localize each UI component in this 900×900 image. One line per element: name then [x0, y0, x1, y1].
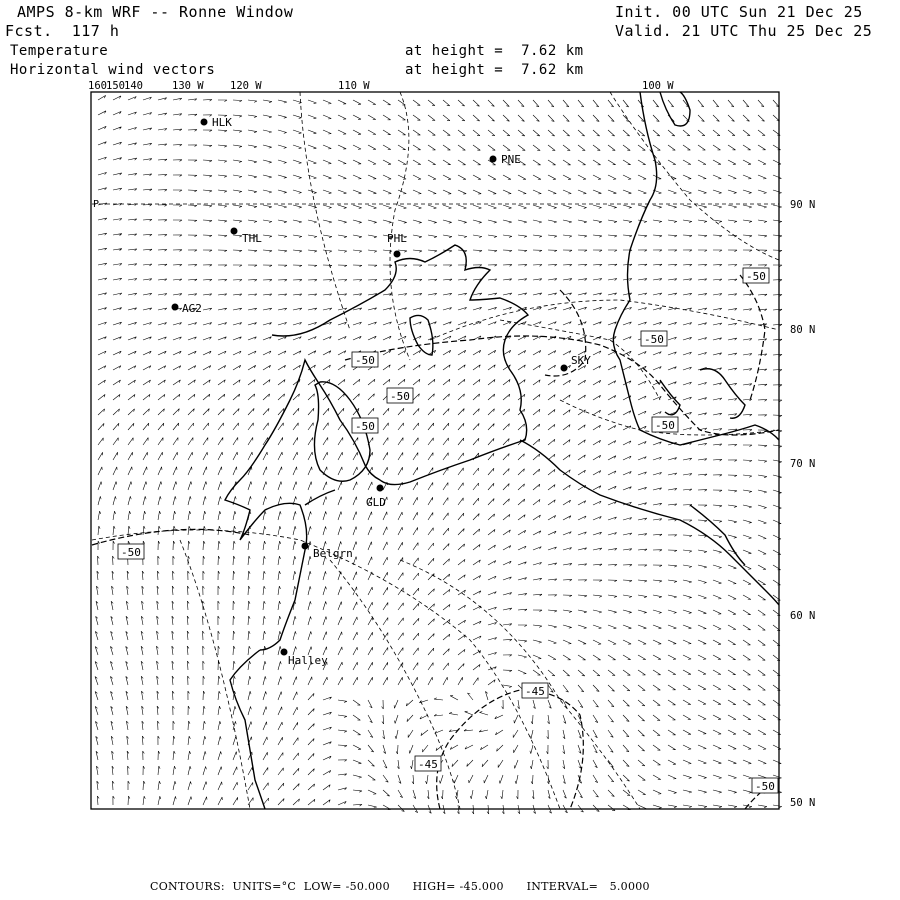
station-label: Belgrn	[313, 547, 353, 560]
contour-minus50-east	[740, 275, 765, 400]
contour-minus50-west	[92, 529, 250, 545]
station-label: GLD	[366, 496, 386, 509]
contour-label	[118, 544, 144, 559]
lon-label-100w: 100 W	[642, 80, 674, 92]
contour-minus50-central	[345, 336, 779, 435]
lon-label-110w: 110 W	[338, 80, 370, 92]
coastlines	[225, 92, 779, 809]
meridian-west	[180, 540, 250, 809]
coastline-main	[225, 245, 528, 650]
station-halley	[281, 649, 329, 668]
svg-text:-50: -50	[355, 420, 375, 433]
station-ag2	[172, 302, 202, 315]
contour-label	[387, 388, 413, 403]
henry-ice-rise	[410, 315, 433, 355]
island-east-1	[700, 369, 745, 418]
contour-label	[522, 683, 548, 698]
parallel-80n	[430, 300, 779, 340]
height-label-wind: at height = 7.62 km	[405, 62, 584, 78]
lon-label-130w: 130 W	[172, 80, 204, 92]
contour-label	[743, 268, 769, 283]
map-frame	[91, 92, 779, 809]
station-label: THL	[242, 232, 262, 245]
latitude-labels	[790, 199, 815, 809]
lat-label-50n: 50 N	[790, 797, 816, 809]
contour-label	[352, 418, 378, 433]
contour-label	[641, 331, 667, 346]
station-label: SKY	[571, 354, 591, 367]
svg-text:-50: -50	[121, 546, 141, 559]
station-thl	[231, 228, 263, 246]
station-label: PHL	[387, 232, 407, 245]
contour-label	[415, 756, 441, 771]
svg-text:-50: -50	[655, 419, 675, 432]
stations	[172, 116, 592, 667]
station-label: PNE	[501, 153, 521, 166]
lat-label-80n: 80 N	[790, 324, 816, 336]
contour-label	[652, 417, 678, 432]
svg-text:-45: -45	[418, 758, 438, 771]
svg-text:-50: -50	[746, 270, 766, 283]
svg-text:-50: -50	[755, 780, 775, 793]
svg-text:-50: -50	[390, 390, 410, 403]
svg-text:-45: -45	[525, 685, 545, 698]
meridian-mid	[330, 560, 460, 809]
field-label-wind: Horizontal wind vectors	[10, 62, 216, 78]
valid-time: Valid. 21 UTC Thu 25 Dec 25	[615, 22, 873, 40]
init-time: Init. 00 UTC Sun 21 Dec 25	[615, 3, 863, 21]
meridian-110w	[390, 92, 410, 360]
svg-text:-50: -50	[355, 354, 375, 367]
coastline-east-peninsula	[520, 440, 779, 605]
map-title: AMPS 8-km WRF -- Ronne Window	[17, 3, 294, 21]
station-label: Halley	[288, 654, 328, 667]
parallel-60n	[400, 560, 640, 809]
lon-label-120w: 120 W	[230, 80, 262, 92]
contour-info: CONTOURS: UNITS=°C LOW= -50.000 HIGH= -45.000 INTERVAL= 5.0000	[150, 880, 650, 893]
lon-label-160: 160	[88, 80, 107, 92]
pole-marker: P	[93, 199, 100, 210]
lat-label-90n: 90 N	[790, 199, 816, 211]
peninsula-tip	[660, 92, 690, 126]
contour-minus45	[437, 690, 584, 809]
forecast-hour: Fcst. 117 h	[5, 22, 120, 40]
lat-label-60n: 60 N	[790, 610, 816, 622]
lon-label-150: 150	[106, 80, 125, 92]
longitude-labels	[88, 80, 674, 92]
contour-label	[752, 778, 778, 793]
station-label: HLK	[212, 116, 232, 129]
station-hlk	[201, 116, 233, 129]
contour-label	[352, 352, 378, 367]
wind-vectors-path	[95, 95, 782, 814]
field-label-temperature: Temperature	[10, 43, 109, 59]
ronne-front	[305, 490, 335, 505]
wind-vector-field	[95, 95, 782, 814]
station-sky	[561, 354, 592, 372]
lat-label-70n: 70 N	[790, 458, 816, 470]
station-label: AG2	[182, 302, 202, 315]
height-label-temperature: at height = 7.62 km	[405, 43, 584, 59]
graticule	[92, 92, 779, 809]
temperature-contours	[92, 275, 779, 809]
lon-label-140: 140	[124, 80, 143, 92]
svg-text:-50: -50	[644, 333, 664, 346]
